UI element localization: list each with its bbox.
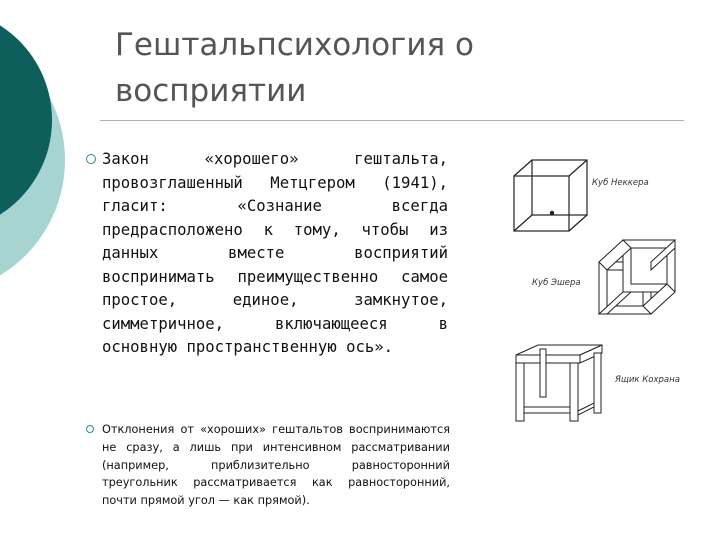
figures-panel xyxy=(500,148,705,433)
necker-cube-figure xyxy=(512,158,592,240)
figure-caption: Куб Неккера xyxy=(592,178,649,188)
note-paragraph: Отклонения от «хороших» гештальтов воспринимаются не сразу, а лишь при интенсивном рассматривании (например, приблизительно равносторонний треугольник рассматривается как равносторонний, почти прямой угол — как прямой). xyxy=(102,423,450,508)
bullet-icon xyxy=(86,425,94,433)
slide-title: Гештальпсихология о восприятии xyxy=(115,27,474,109)
figure-caption: Куб Эшера xyxy=(532,278,581,288)
figure-caption: Ящик Кохрана xyxy=(615,375,680,385)
bullet-icon xyxy=(86,154,96,164)
escher-cube-figure xyxy=(595,236,680,324)
title-divider xyxy=(100,120,684,121)
decorative-circles xyxy=(0,0,90,300)
cochran-box-figure xyxy=(510,341,610,429)
main-paragraph: Закон «хорошего» гештальта, провозглашенный Метцгером (1941), гласит: «Сознание всегда предрасположено к тому, чтобы из данных вместе восприятий воспринимать преимущественно самое простое, единое, замкнутое, симметричное, включающееся в основную пространственную ось». xyxy=(102,150,448,356)
